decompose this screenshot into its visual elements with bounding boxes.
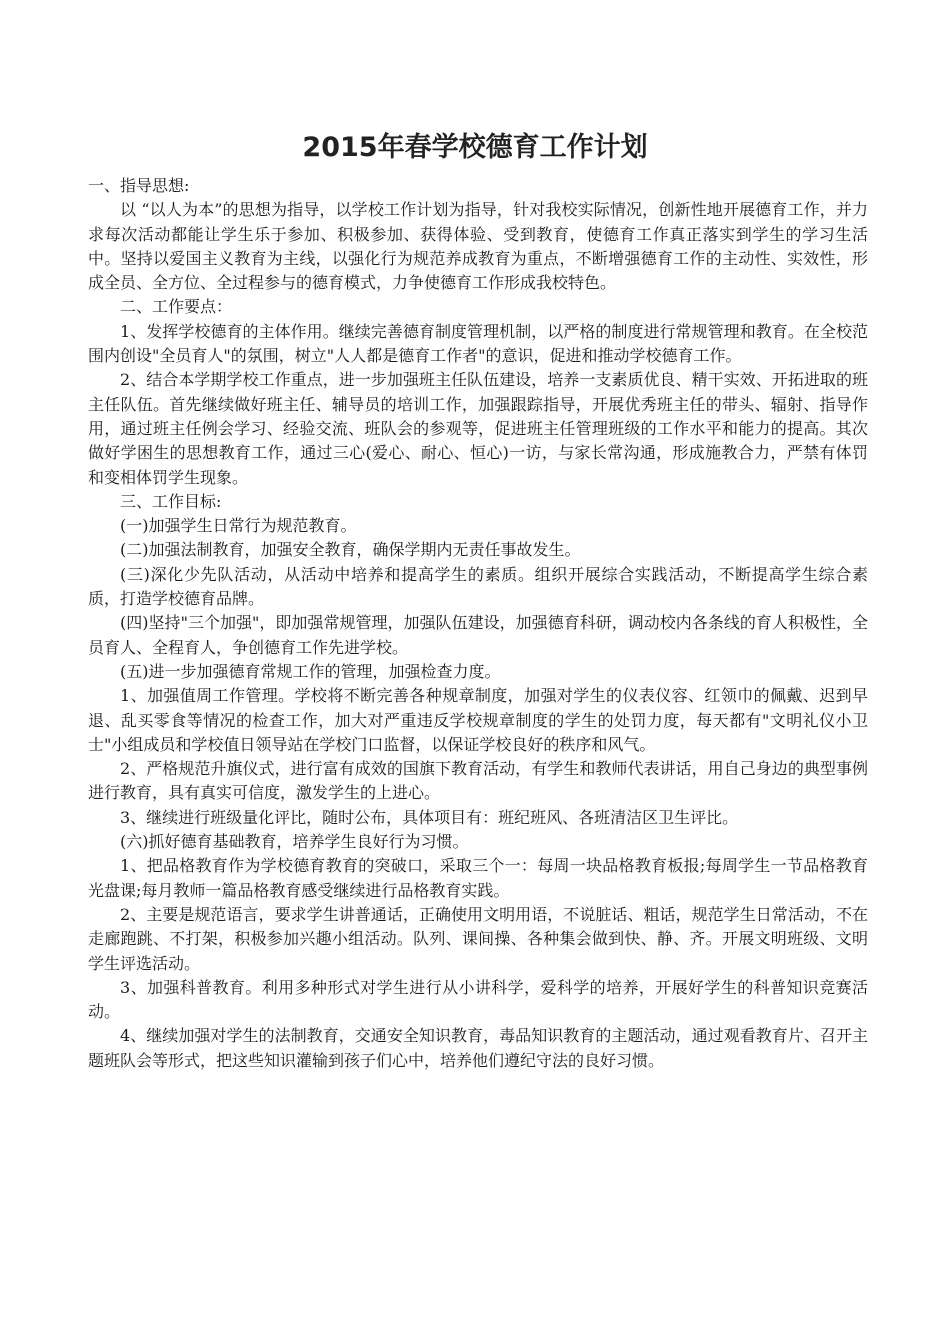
document-title: 2015年春学校德育工作计划 xyxy=(302,132,648,163)
paragraph: 以 “以人为本”的思想为指导，以学校工作计划为指导，针对我校实际情况，创新性地开展德育工作，并力求每次活动都能让学生乐于参加、积极参加、获得体验、受到教育，使德育工作真正落实到学生的学习生活中。坚持以爱国主义教育为主线，以强化行为规范养成教育为重点，不断增强德育工作的主动性、实效性，形成全员、全方位、全过程参与的德育模式，力争使德育工作形成我校特色。 xyxy=(88,200,868,293)
paragraph: 4、继续加强对学生的法制教育，交通安全知识教育，毒品知识教育的主题活动，通过观看教育片、召开主题班队会等形式，把这些知识灌输到孩子们心中，培养他们遵纪守法的良好习惯。 xyxy=(88,1026,868,1070)
paragraph: (二)加强法制教育，加强安全教育，确保学期内无责任事故发生。 xyxy=(120,540,581,560)
paragraph: 2、结合本学期学校工作重点，进一步加强班主任队伍建设，培养一支素质优良、精干实效、开拓进取的班主任队伍。首先继续做好班主任、辅导员的培训工作，加强跟踪指导，开展优秀班主任的带头、辐射、指导作用，通过班主任例会学习、经验交流、班队会的参观等，促进班主任管理班级的工作水平和能力的提高。其次做好学困生的思想教育工作，通过三心(爱心、耐心、恒心)一访，与家长常沟通，形成施教合力，严禁有体罚和变相体罚学生现象。 xyxy=(88,370,868,487)
paragraph: (五)进一步加强德育常规工作的管理，加强检查力度。 xyxy=(120,661,501,681)
paragraph: 1、把品格教育作为学校德育教育的突破口，采取三个一：每周一块品格教育板报;每周学生一节品格教育光盘课;每月教师一篇品格教育感受继续进行品格教育实践。 xyxy=(88,856,868,900)
section-heading-guiding-ideology: 一、指导思想: xyxy=(88,176,190,195)
paragraph: (六)抓好德育基础教育，培养学生良好行为习惯。 xyxy=(120,832,469,852)
paragraph: (一)加强学生日常行为规范教育。 xyxy=(120,516,357,536)
section-heading-work-goals: 三、工作目标: xyxy=(120,491,222,511)
paragraph: 1、加强值周工作管理。学校将不断完善各种规章制度，加强对学生的仪表仪容、红领巾的佩戴、迟到早退、乱买零食等情况的检查工作，加大对严重违反学校规章制度的学生的处罚力度，每天都有"文明礼仪小卫士"小组成员和学校值日领导站在学校门口监督，以保证学校良好的秩序和风气。 xyxy=(88,686,868,754)
paragraph: (三)深化少先队活动，从活动中培养和提高学生的素质。组织开展综合实践活动，不断提高学生综合素质，打造学校德育品牌。 xyxy=(88,564,868,609)
paragraph: 3、加强科普教育。利用多种形式对学生进行从小讲科学，爱科学的培养，开展好学生的科普知识竞赛活动。 xyxy=(88,977,868,1022)
document-body xyxy=(88,174,868,1073)
paragraph: 3、继续进行班级量化评比，随时公布，具体项目有：班纪班风、各班清洁区卫生评比。 xyxy=(120,807,739,827)
paragraph: 2、严格规范升旗仪式，进行富有成效的国旗下教育活动，有学生和教师代表讲话，用自己身边的典型事例进行教育，具有真实可信度，激发学生的上进心。 xyxy=(88,759,868,803)
section-heading-work-points: 二、工作要点： xyxy=(120,297,233,317)
paragraph: (四)坚持"三个加强"，即加强常规管理，加强队伍建设，加强德育科研，调动校内各条线的育人积极性，全员育人、全程育人，争创德育工作先进学校。 xyxy=(88,613,868,657)
paragraph: 2、主要是规范语言，要求学生讲普通话，正确使用文明用语，不说脏话、粗话，规范学生日常活动，不在走廊跑跳、不打架，积极参加兴趣小组活动。队列、课间操、各种集会做到快、静、齐。开展文明班级、文明学生评选活动。 xyxy=(88,904,868,973)
paragraph: 1、发挥学校德育的主体作用。继续完善德育制度管理机制，以严格的制度进行常规管理和教育。在全校范围内创设"全员育人"的氛围，树立"人人都是德育工作者"的意识，促进和推动学校德育工作。 xyxy=(88,321,868,366)
